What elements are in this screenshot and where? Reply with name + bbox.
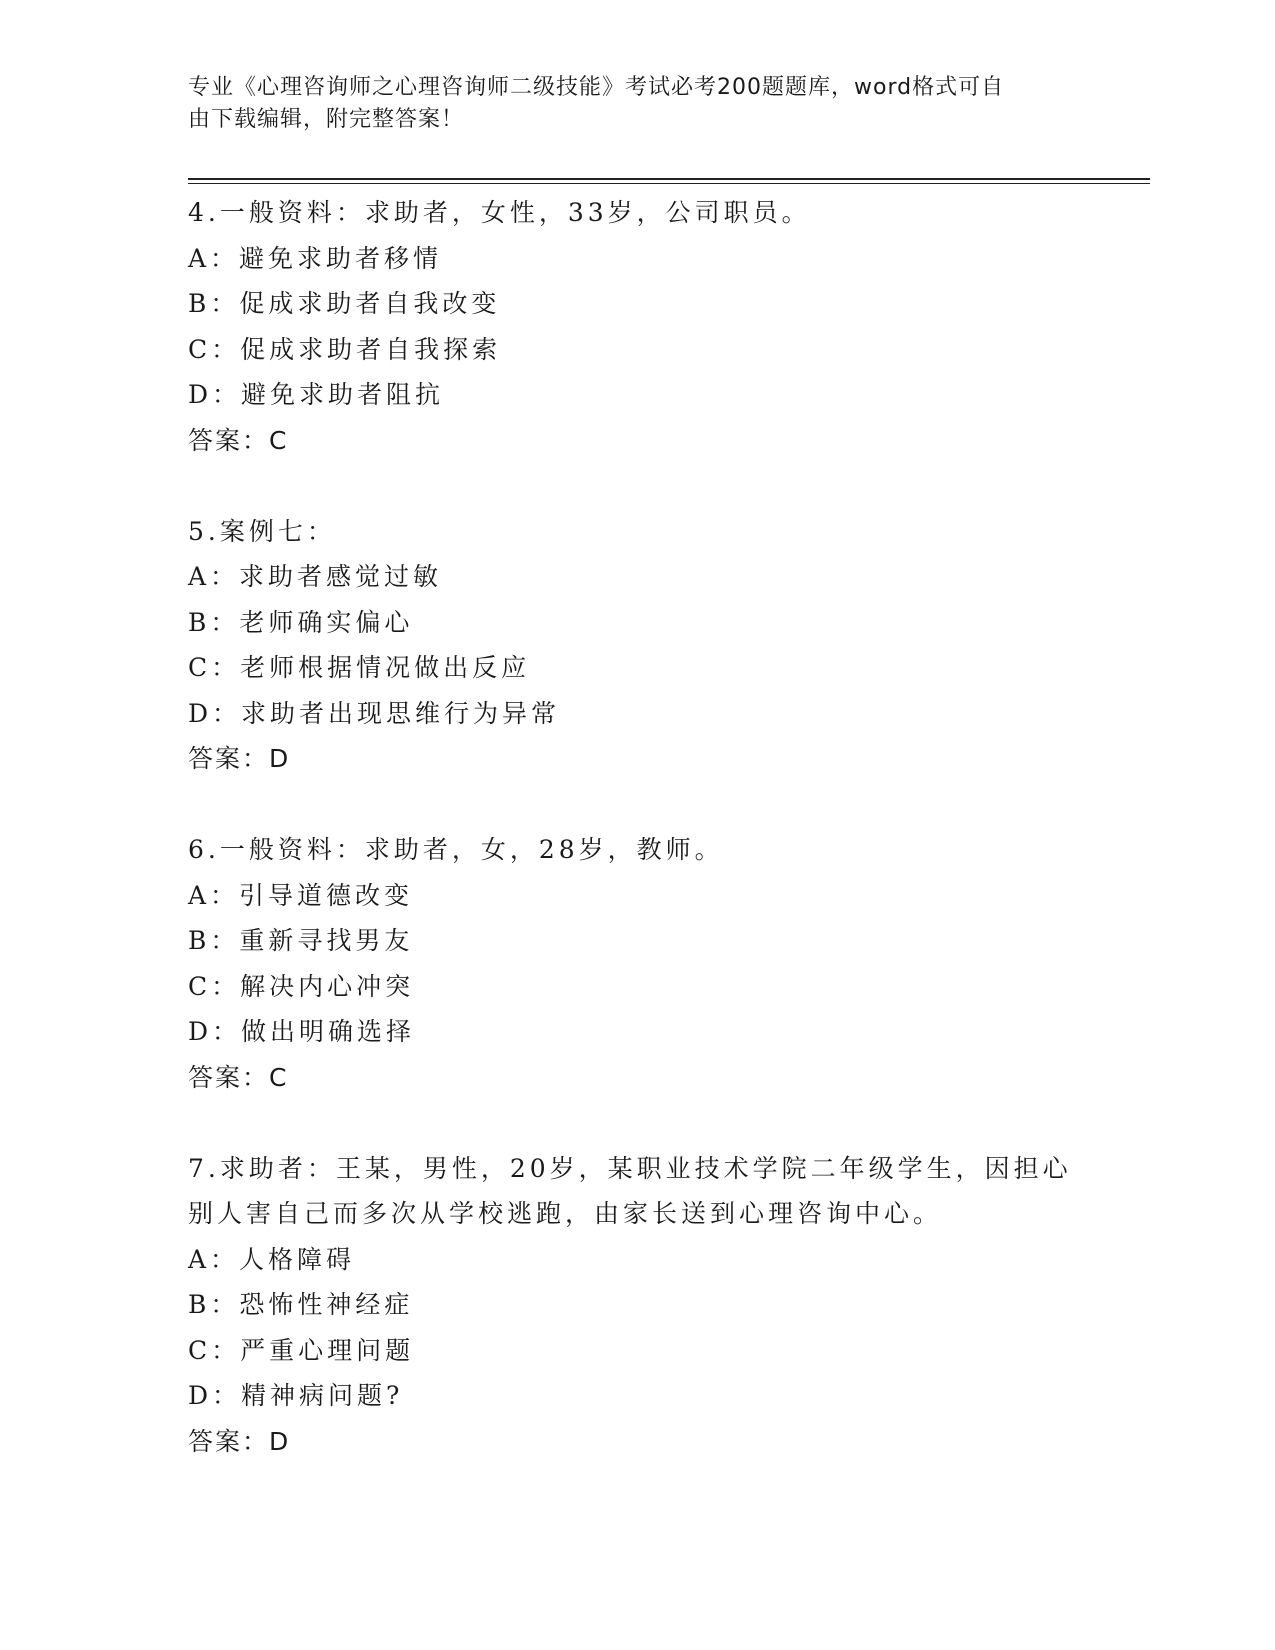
header-line-2: 由下载编辑，附完整答案！ xyxy=(188,107,465,132)
question-list xyxy=(188,190,1088,1464)
option-c: C：促成求助者自我探索 xyxy=(188,334,502,364)
option-d: D：避免求助者阻抗 xyxy=(188,380,445,409)
option-d: D：精神病问题? xyxy=(188,1381,404,1410)
question-stem-line-1: 7.求助者：王某，男性，20岁，某职业技术学院二年级学生，因担心 xyxy=(188,1153,1072,1183)
option-d: D：求助者出现思维行为异常 xyxy=(188,698,561,728)
question-block xyxy=(188,509,1088,782)
option-b: B：重新寻找男友 xyxy=(188,926,414,955)
option-c: C：老师根据情况做出反应 xyxy=(188,653,531,682)
option-a: A：避免求助者移情 xyxy=(188,243,443,273)
document-header xyxy=(188,72,1068,136)
question-block xyxy=(188,190,1088,463)
answer-line: 答案：D xyxy=(188,1426,291,1456)
answer-line: 答案：C xyxy=(188,425,289,455)
option-d: D：做出明确选择 xyxy=(188,1017,416,1046)
header-divider xyxy=(188,178,1150,180)
spacer xyxy=(188,782,1088,828)
question-stem: 5.案例七： xyxy=(188,516,336,546)
option-a: A：引导道德改变 xyxy=(188,880,414,910)
answer-line: 答案：D xyxy=(188,744,291,773)
spacer xyxy=(188,463,1088,509)
option-b: B：恐怖性神经症 xyxy=(188,1290,414,1319)
question-stem: 4.一般资料：求助者，女性，33岁，公司职员。 xyxy=(188,198,811,227)
question-stem: 6.一般资料：求助者，女，28岁，教师。 xyxy=(188,835,724,864)
question-block xyxy=(188,827,1088,1100)
question-block xyxy=(188,1146,1088,1465)
answer-line: 答案：C xyxy=(188,1062,289,1092)
question-stem-line-2: 别人害自己而多次从学校逃跑，由家长送到心理咨询中心。 xyxy=(188,1199,943,1228)
option-b: B：老师确实偏心 xyxy=(188,607,414,637)
option-c: C：解决内心冲突 xyxy=(188,971,415,1001)
option-a: A：人格障碍 xyxy=(188,1244,356,1274)
spacer xyxy=(188,1100,1088,1146)
option-c: C：严重心理问题 xyxy=(188,1335,415,1365)
header-divider-thin xyxy=(188,183,1150,184)
option-b: B：促成求助者自我改变 xyxy=(188,289,501,318)
header-line-1: 专业《心理咨询师之心理咨询师二级技能》考试必考200题题库，word格式可自 xyxy=(188,75,1005,100)
option-a: A：求助者感觉过敏 xyxy=(188,562,443,591)
